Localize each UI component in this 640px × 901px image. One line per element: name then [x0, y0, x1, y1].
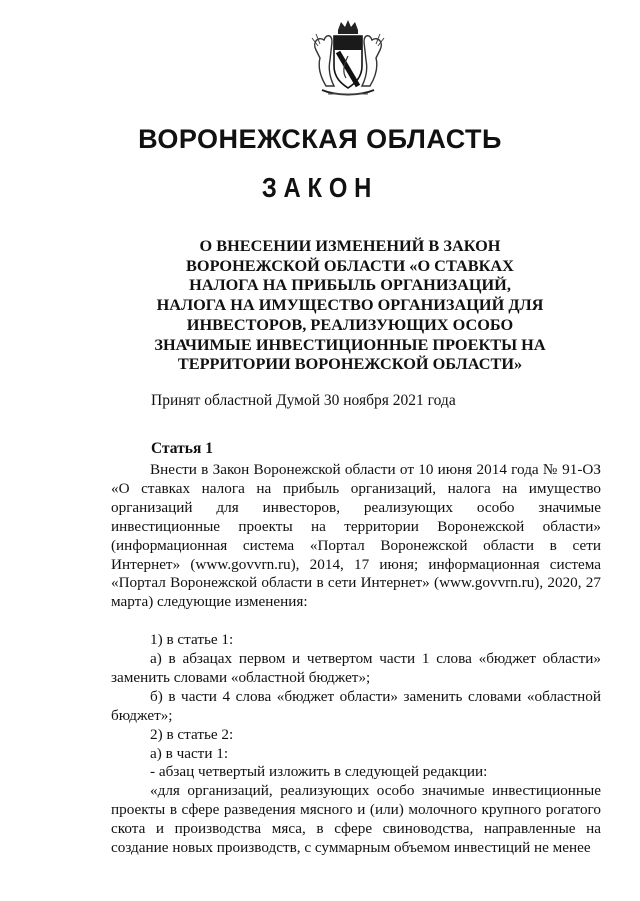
article-body	[111, 461, 601, 858]
article-paragraph: а) в абзацах первом и четвертом части 1 слова «бюджет области» заменить словами «областной бюджет»;	[111, 650, 601, 686]
coat-of-arms-icon	[308, 16, 388, 100]
law-title	[100, 236, 600, 374]
law-title-line: ТЕРРИТОРИИ ВОРОНЕЖСКОЙ ОБЛАСТИ»	[177, 354, 523, 374]
region-title: ВОРОНЕЖСКАЯ ОБЛАСТЬ	[138, 124, 502, 154]
law-title-line: ИНВЕСТОРОВ, РЕАЛИЗУЮЩИХ ОСОБО	[186, 314, 514, 334]
law-title-line: О ВНЕСЕНИИ ИЗМЕНЕНИЙ В ЗАКОН	[199, 236, 501, 255]
article-heading: Статья 1	[151, 440, 213, 457]
article-paragraph: Внести в Закон Воронежской области от 10 июня 2014 года № 91-ОЗ «О ставках налога на прибыль организаций, налога на имущество организаций для инвесторов, реализующих особо значимые инвестиционные проекты на территории Воронежской области» (информационная система «Портал Воронежской области в сети Интернет» (www.govvrn.ru), 2014, 17 июня; информационная система «Портал Воронежской области в сети Интернет» (www.govvrn.ru), 2020, 27 марта) следующие изменения:	[111, 461, 601, 611]
article-paragraph: а) в части 1:	[150, 744, 229, 762]
document-type: ЗАКОН	[261, 172, 379, 203]
article-paragraph: 2) в статье 2:	[150, 725, 234, 743]
article-paragraph: - абзац четвертый изложить в следующей редакции:	[150, 763, 488, 781]
law-title-line: НАЛОГА НА ИМУЩЕСТВО ОРГАНИЗАЦИЙ ДЛЯ	[156, 295, 544, 315]
law-title-line: НАЛОГА НА ПРИБЫЛЬ ОРГАНИЗАЦИЙ,	[189, 275, 511, 295]
article-paragraph: «для организаций, реализующих особо значимые инвестиционные проекты в сфере разведения мясного и (или) молочного крупного рогатого скота и производства мяса, в сфере свиноводства, направленные на создание новых производств, с суммарным объемом инвестиций не менее	[111, 782, 601, 857]
article-paragraph: б) в части 4 слова «бюджет области» заменить словами «областной бюджет»;	[111, 687, 601, 724]
adoption-note: Принят областной Думой 30 ноября 2021 года	[151, 392, 456, 409]
article-paragraph: 1) в статье 1:	[150, 631, 234, 649]
law-title-line: ВОРОНЕЖСКОЙ ОБЛАСТИ «О СТАВКАХ	[186, 255, 514, 275]
law-title-line: ЗНАЧИМЫЕ ИНВЕСТИЦИОННЫЕ ПРОЕКТЫ НА	[154, 334, 546, 354]
